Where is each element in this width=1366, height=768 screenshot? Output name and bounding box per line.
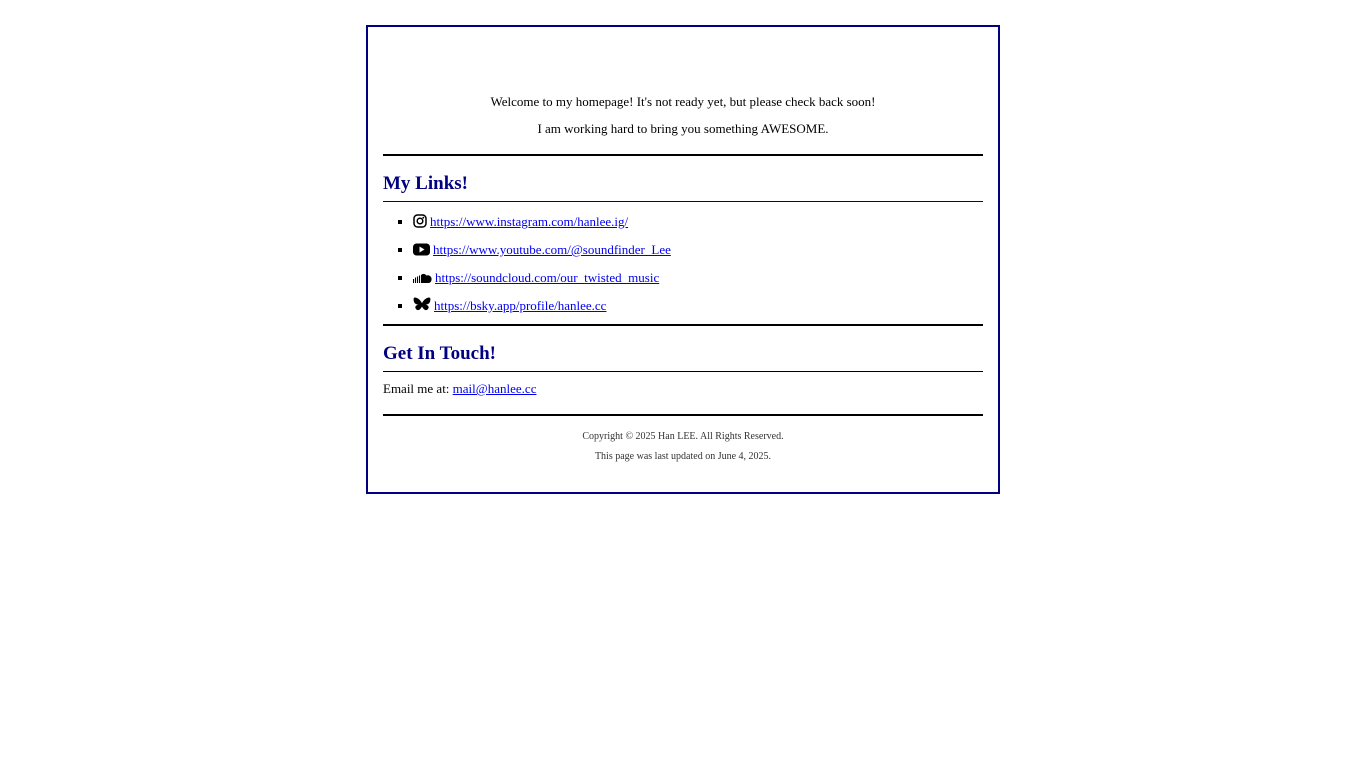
- youtube-link[interactable]: https://www.youtube.com/@soundfinder_Lee: [433, 242, 671, 257]
- bluesky-icon: [413, 297, 431, 317]
- links-list: [383, 213, 983, 324]
- links-heading: My Links!: [383, 156, 983, 202]
- contact-heading: Get In Touch!: [383, 326, 983, 372]
- page-container: [366, 25, 1000, 494]
- footer: [383, 416, 983, 463]
- intro-section: [383, 27, 983, 137]
- intro-line-1: Welcome to my homepage! It's not ready yet, but please check back soon!: [490, 94, 876, 109]
- list-item: [413, 297, 983, 324]
- content-area: [383, 27, 983, 463]
- instagram-link[interactable]: https://www.instagram.com/hanlee.ig/: [430, 214, 629, 229]
- list-item: [413, 213, 983, 241]
- last-updated-text: This page was last updated on June 4, 2025.: [594, 451, 772, 462]
- intro-line-2: I am working hard to bring you something AWESOME.: [537, 121, 829, 136]
- list-item: [413, 269, 983, 297]
- email-label: Email me at:: [383, 381, 450, 396]
- list-item: [413, 241, 983, 269]
- youtube-icon: [413, 243, 430, 261]
- copyright-text: Copyright © 2025 Han LEE. All Rights Reserved.: [582, 431, 784, 442]
- soundcloud-icon: [413, 271, 432, 289]
- email-line: [383, 372, 983, 414]
- soundcloud-link[interactable]: https://soundcloud.com/our_twisted_music: [435, 270, 660, 285]
- bluesky-link[interactable]: https://bsky.app/profile/hanlee.cc: [434, 298, 607, 313]
- email-link[interactable]: mail@hanlee.cc: [452, 381, 537, 396]
- instagram-icon: [413, 214, 427, 233]
